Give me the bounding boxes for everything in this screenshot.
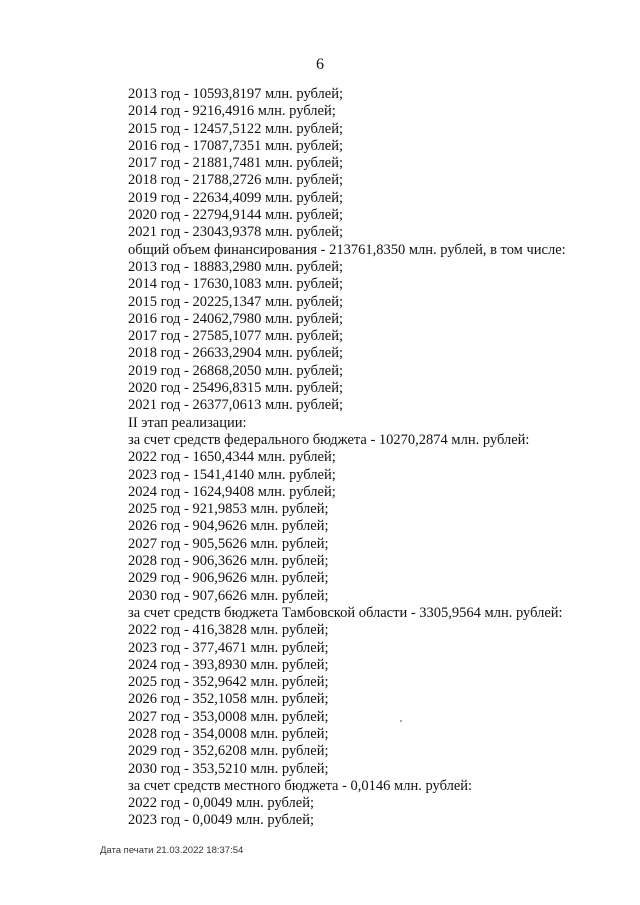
text-line: 2028 год - 354,0008 млн. рублей;	[128, 725, 329, 742]
text-line: 2017 год - 21881,7481 млн. рублей;	[128, 155, 344, 172]
text-line: 2023 год - 0,0049 млн. рублей;	[128, 812, 315, 829]
text-line: 2022 год - 416,3828 млн. рублей;	[128, 622, 329, 639]
text-line: 2030 год - 907,6626 млн. рублей;	[128, 587, 329, 604]
text-line: 2024 год - 1624,9408 млн. рублей;	[128, 483, 336, 500]
text-line: 2019 год - 22634,4099 млн. рублей;	[128, 189, 344, 206]
text-line: 2018 год - 26633,2904 млн. рублей;	[128, 345, 344, 362]
text-line: 2016 год - 24062,7980 млн. рублей;	[128, 310, 344, 327]
federal-budget-heading: за счет средств федерального бюджета - 10270,2874 млн. рублей:	[128, 431, 530, 448]
text-line: 2027 год - 353,0008 млн. рублей;	[128, 708, 329, 725]
stage-heading: II этап реализации:	[128, 414, 247, 431]
text-line: 2023 год - 1541,4140 млн. рублей;	[128, 466, 336, 483]
scan-speck	[400, 720, 402, 722]
text-line: 2029 год - 352,6208 млн. рублей;	[128, 743, 329, 760]
funding-text-block	[128, 86, 628, 830]
text-line: 2016 год - 17087,7351 млн. рублей;	[128, 137, 344, 154]
text-line: 2028 год - 906,3626 млн. рублей;	[128, 553, 329, 570]
text-line: 2020 год - 25496,8315 млн. рублей;	[128, 380, 344, 397]
text-line: 2020 год - 22794,9144 млн. рублей;	[128, 207, 344, 224]
local-budget-heading: за счет средств местного бюджета - 0,0146 млн. рублей:	[128, 777, 473, 794]
regional-budget-heading: за счет средств бюджета Тамбовской области - 3305,9564 млн. рублей:	[128, 604, 563, 621]
text-line: 2014 год - 9216,4916 млн. рублей;	[128, 103, 336, 120]
text-line: 2030 год - 353,5210 млн. рублей;	[128, 760, 329, 777]
text-line: 2023 год - 377,4671 млн. рублей;	[128, 639, 329, 656]
text-line: 2029 год - 906,9626 млн. рублей;	[128, 570, 329, 587]
total-funding-heading: общий объем финансирования - 213761,8350 млн. рублей, в том числе:	[128, 241, 566, 258]
text-line: 2024 год - 393,8930 млн. рублей;	[128, 656, 329, 673]
text-line: 2017 год - 27585,1077 млн. рублей;	[128, 328, 344, 345]
text-line: 2015 год - 20225,1347 млн. рублей;	[128, 293, 344, 310]
text-line: 2018 год - 21788,2726 млн. рублей;	[128, 172, 344, 189]
text-line: 2025 год - 921,9853 млн. рублей;	[128, 501, 329, 518]
text-line: 2026 год - 904,9626 млн. рублей;	[128, 518, 329, 535]
text-line: 2015 год - 12457,5122 млн. рублей;	[128, 120, 344, 137]
text-line: 2026 год - 352,1058 млн. рублей;	[128, 691, 329, 708]
text-line: 2019 год - 26868,2050 млн. рублей;	[128, 362, 344, 379]
print-date-footer: Дата печати 21.03.2022 18:37:54	[100, 845, 244, 856]
text-line: 2021 год - 23043,9378 млн. рублей;	[128, 224, 344, 241]
text-line: 2013 год - 18883,2980 млн. рублей;	[128, 258, 344, 275]
text-line: 2013 год - 10593,8197 млн. рублей;	[128, 86, 344, 102]
text-line: 2014 год - 17630,1083 млн. рублей;	[128, 276, 344, 293]
text-line: 2021 год - 26377,0613 млн. рублей;	[128, 397, 344, 414]
text-line: 2025 год - 352,9642 млн. рублей;	[128, 674, 329, 691]
page-number: 6	[316, 56, 324, 73]
text-line: 2022 год - 0,0049 млн. рублей;	[128, 795, 315, 812]
text-line: 2022 год - 1650,4344 млн. рублей;	[128, 449, 336, 466]
text-line: 2027 год - 905,5626 млн. рублей;	[128, 535, 329, 552]
